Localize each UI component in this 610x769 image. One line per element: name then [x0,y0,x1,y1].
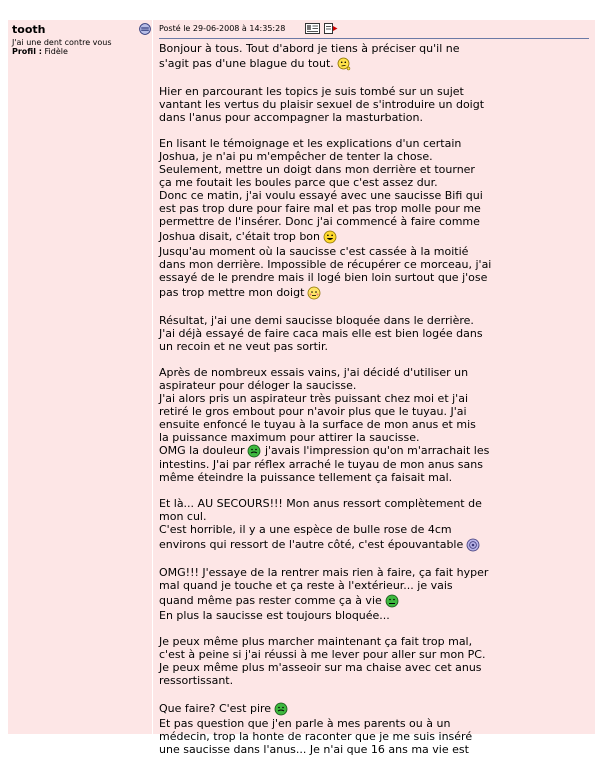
paragraph: Et là... AU SECOURS!!! Mon anus ressort complètement de mon cul. C'est horrible, il y a une espèce de bulle rose de 4cm environs qui ressort de l'autre côté, c'est épouvantable [159,497,482,551]
post-author-panel [8,20,151,734]
user-title: J'ai une dent contre vous [12,38,112,47]
paragraph: OMG!!! J'essaye de la rentrer mais rien à faire, ça fait hyper mal quand je touche et ça reste à l'extérieur... je vais quand même pas rester comme ça à vie En plus la saucisse est toujours bloquée... [159,566,489,622]
user-profile: Profil : Fidèle [12,47,68,56]
paragraph: En lisant le témoignage et les explications d'un certain Joshua, je n'ai pu m'empêcher de tenter la chose. Seulement, mettre un doigt dans mon derrière et tourner ça me foutait les boules parce que c'est assez dur. Donc ce matin, j'ai voulu essayé avec une saucisse Bifi qui est pas trop dure pour faire mal et pas trop molle pour me permettre de l'insérer. Donc j'ai commencé à faire comme Joshua disait, c'était trop bon Jusqu'au moment où la saucisse c'est cassée à la moitié dans mon derrière. Impossible de récupérer ce morceau, j'ai essayé de le prendre mais il logé bien loin surtout que j'ose pas trop mettre mon doigt [159,137,492,299]
dizzy-smiley-icon [466,538,480,552]
username[interactable]: tooth [12,23,46,36]
blushing-smiley-icon [307,286,321,300]
post-content [153,20,595,756]
happy-smiley-icon [323,230,337,244]
quote-icon[interactable] [324,23,338,34]
paragraph: Après de nombreux essais vains, j'ai décidé d'utiliser un aspirateur pour déloger la saucisse. J'ai alors pris un aspirateur très puissant chez moi et j'ai retiré le gros embout pour n'avoir plus que le tuyau. J'ai ensuite enfoncé le tuyau à la surface de mon anus et mis la puissance maximum pour attirer la saucisse. OMG la douleur j'avais l'impression qu'on m'arrachait les intestins. J'ai par réflex arraché le tuyau de mon anus sans même éteindre la puissance tellement ça faisait mal. [159,366,490,484]
profile-icon[interactable] [139,23,151,35]
post-body [159,42,591,769]
paragraph: Que faire? C'est pire Et pas question que j'en parle à mes parents ou à un médecin, trop la honte de raconter que je me suis inséré une saucisse dans l'anus... Je n'ai que 16 ans ma vie est [159,702,473,756]
header-rule [159,38,589,39]
paragraph: Bonjour à tous. Tout d'abord je tiens à préciser qu'il ne s'agit pas d'une blague du tout. [159,42,460,70]
paragraph: Hier en parcourant les topics je suis tombé sur un sujet vantant les vertus du plaisir sexuel de s'introduire un doigt dans l'anus pour accompagner la masturbation. [159,85,485,124]
profile-card-icon[interactable] [305,23,320,34]
thinking-smiley-icon [337,57,351,71]
forum-post [8,20,595,756]
post-date: Posté le 29-06-2008 à 14:35:28 [159,24,286,33]
nauseous-smiley-icon [385,594,399,608]
paragraph: Je peux même plus marcher maintenant ça fait trop mal, c'est à peine si j'ai réussi à me lever pour aller sur mon PC. Je peux même plus m'asseoir sur ma chaise avec cet anus ressortissant. [159,635,486,687]
sick-smiley-icon [274,702,288,716]
paragraph: Résultat, j'ai une demi saucisse bloquée dans le derrière. J'ai déjà essayé de faire caca mais elle est bien logée dans un recoin et ne veut pas sortir. [159,314,483,353]
sick-smiley-icon [247,444,261,458]
